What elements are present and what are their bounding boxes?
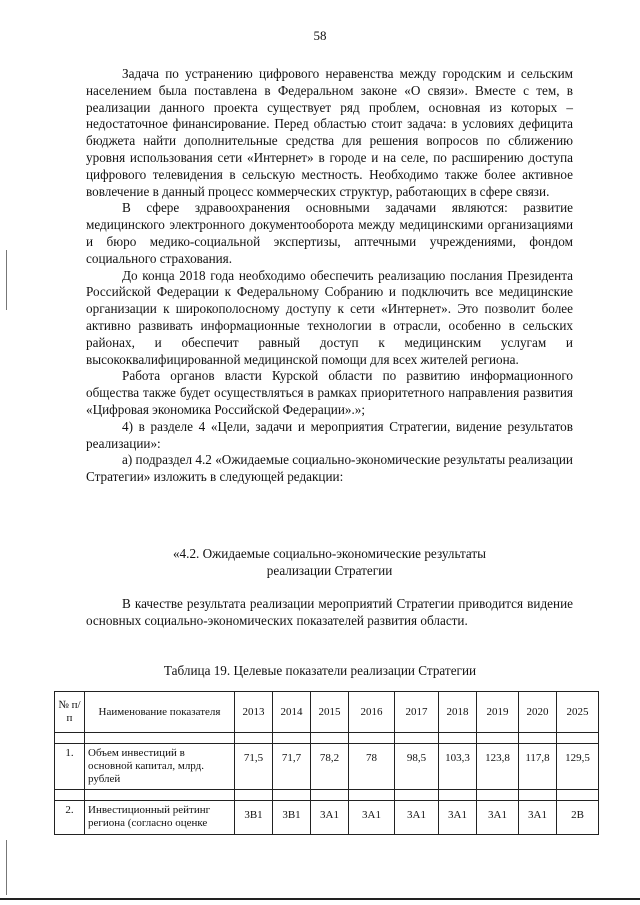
row-value: 3A1 xyxy=(311,801,349,835)
table-spacer-row xyxy=(55,790,599,801)
header-year-2020: 2020 xyxy=(519,692,557,733)
section-heading-line-2: реализации Стратегии xyxy=(266,563,393,578)
header-year-2013: 2013 xyxy=(235,692,273,733)
table-spacer-row xyxy=(55,733,599,744)
row-name: Инвестиционный рейтинг региона (согласно оценке xyxy=(85,801,235,835)
row-value: 3A1 xyxy=(439,801,477,835)
targets-table xyxy=(54,691,599,835)
row-value: 78,2 xyxy=(311,744,349,790)
row-value: 71,5 xyxy=(235,744,273,790)
row-value: 3B1 xyxy=(235,801,273,835)
row-value: 78 xyxy=(349,744,395,790)
row-value: 3A1 xyxy=(395,801,439,835)
paragraph-intro: В качестве результата реализации мероприятий Стратегии приводится видение основных социально-экономических показателей развития области. xyxy=(86,596,573,628)
row-value: 3A1 xyxy=(349,801,395,835)
scan-margin-line xyxy=(6,840,7,895)
body-text xyxy=(86,66,573,486)
header-num: № п/п xyxy=(55,692,85,733)
page-number: 58 xyxy=(313,28,327,43)
row-name: Объем инвестиций в основной капитал, млрд. рублей xyxy=(85,744,235,790)
paragraph-information-society: Работа органов власти Курской области по развитию информационного общества также будет осуществляться в рамках приоритетного направления развития «Цифровая экономика Российской Федерации».»; xyxy=(86,368,573,417)
row-value: 3A1 xyxy=(477,801,519,835)
section-heading-line-1: «4.2. Ожидаемые социально-экономические результаты xyxy=(172,546,487,561)
row-value: 123,8 xyxy=(477,744,519,790)
header-year-2025: 2025 xyxy=(557,692,599,733)
section-heading xyxy=(86,545,573,579)
scan-bottom-edge xyxy=(0,898,640,900)
row-value: 2B xyxy=(557,801,599,835)
paragraph-subsection-4-2: а) подраздел 4.2 «Ожидаемые социально-экономические результаты реализации Стратегии» изложить в следующей редакции: xyxy=(86,452,573,485)
paragraph-digital-inequality: Задача по устранению цифрового неравенства между городским и сельским населением была поставлена в Федеральном законе «О связи». Вместе с тем, в реализации данного проекта существует ряд проблем, основная из которых – недостаточное финансирование. Перед областью стоит задача: в условиях дефицита бюджета найти дополнительные средства для решения вопросов по сближению уровня использования сети «Интернет» в городе и на селе, по расширению доступа цифрового телевидения в сельскую местность. Необходимо также более активное вовлечение в данный процесс коммерческих структур, работающих в сфере связи. xyxy=(86,66,573,199)
scan-margin-line xyxy=(6,250,7,310)
row-value: 129,5 xyxy=(557,744,599,790)
row-value: 71,7 xyxy=(273,744,311,790)
header-year-2017: 2017 xyxy=(395,692,439,733)
paragraph-healthcare: В сфере здравоохранения основными задачами являются: развитие медицинского электронного документооборота между медицинскими организациями и бюро медико-социальной экспертизы, аптечными учреждениями, фондом социального страхования. xyxy=(86,200,573,266)
row-value: 3B1 xyxy=(273,801,311,835)
header-year-2016: 2016 xyxy=(349,692,395,733)
paragraph-section-4: 4) в разделе 4 «Цели, задачи и мероприятия Стратегии, видение результатов реализации»: xyxy=(86,418,573,451)
row-value: 3A1 xyxy=(519,801,557,835)
header-year-2014: 2014 xyxy=(273,692,311,733)
row-value: 98,5 xyxy=(395,744,439,790)
row-value: 117,8 xyxy=(519,744,557,790)
table-header-row xyxy=(55,692,599,733)
row-value: 103,3 xyxy=(439,744,477,790)
table-row xyxy=(55,744,599,790)
header-year-2019: 2019 xyxy=(477,692,519,733)
table-caption: Таблица 19. Целевые показатели реализации Стратегии xyxy=(163,663,477,678)
row-num: 2. xyxy=(55,801,85,835)
intro-text xyxy=(86,596,573,630)
header-name: Наименование показателя xyxy=(85,692,235,733)
header-year-2018: 2018 xyxy=(439,692,477,733)
row-num: 1. xyxy=(55,744,85,790)
table-row xyxy=(55,801,599,835)
paragraph-medical-broadband: До конца 2018 года необходимо обеспечить реализацию послания Президента Российской Федерации к Федеральному Собранию и подключить все медицинские организации к широкополосному доступу к сети «Интернет». Это позволит более активно развивать информационные технологии в отрасли, особенно в сельских районах, и обеспечит равный доступ к медицинским услугам и высококвалифицированной медицинской помощи для всех жителей региона. xyxy=(86,267,573,367)
header-year-2015: 2015 xyxy=(311,692,349,733)
